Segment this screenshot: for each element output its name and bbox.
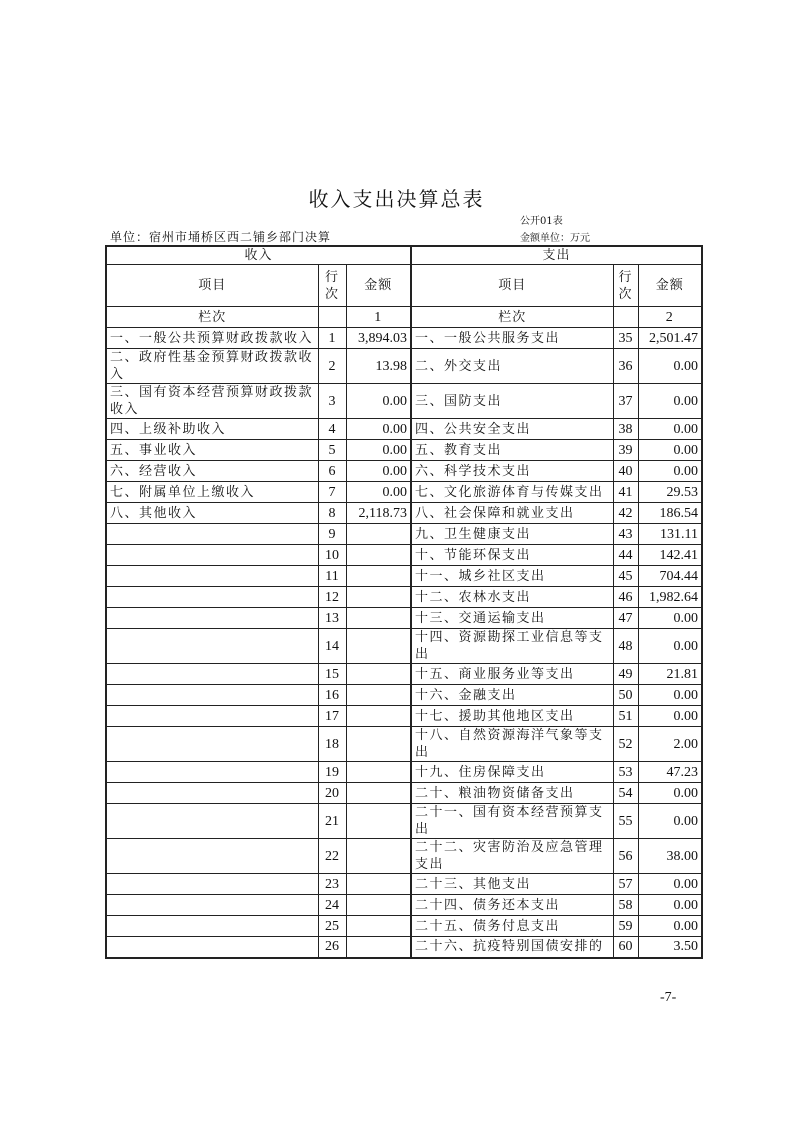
income-line: 3 [318, 384, 346, 419]
income-line: 14 [318, 629, 346, 664]
table-row [106, 895, 702, 916]
income-item: 一、一般公共预算财政拨款收入 [106, 328, 318, 349]
page-number: -7- [660, 990, 677, 1005]
table-row [106, 839, 702, 874]
expense-amount: 29.53 [638, 482, 702, 503]
expense-item: 十六、金融支出 [411, 685, 613, 706]
expense-col-number: 2 [638, 307, 702, 328]
table-row [106, 328, 702, 349]
table-row [106, 349, 702, 384]
expense-line: 48 [613, 629, 638, 664]
expense-amount: 0.00 [638, 804, 702, 839]
expense-amount: 131.11 [638, 524, 702, 545]
expense-amount: 0.00 [638, 419, 702, 440]
income-amount: 0.00 [346, 461, 411, 482]
income-item: 五、事业收入 [106, 440, 318, 461]
expense-item: 四、公共安全支出 [411, 419, 613, 440]
table-row [106, 587, 702, 608]
income-amount [346, 685, 411, 706]
income-item [106, 874, 318, 895]
expense-amount: 3.50 [638, 937, 702, 958]
table-row [106, 419, 702, 440]
income-item: 七、附属单位上缴收入 [106, 482, 318, 503]
expense-line: 41 [613, 482, 638, 503]
income-line: 20 [318, 783, 346, 804]
income-line: 4 [318, 419, 346, 440]
table-row [106, 461, 702, 482]
income-item [106, 706, 318, 727]
expense-amount: 47.23 [638, 762, 702, 783]
table-row [106, 664, 702, 685]
expense-amount: 1,982.64 [638, 587, 702, 608]
expense-line: 52 [613, 727, 638, 762]
form-number: 公开01表 [520, 216, 563, 227]
table-row [106, 874, 702, 895]
expense-amount: 704.44 [638, 566, 702, 587]
expense-line: 56 [613, 839, 638, 874]
income-line: 2 [318, 349, 346, 384]
income-item [106, 783, 318, 804]
expense-amount: 0.00 [638, 895, 702, 916]
income-item [106, 937, 318, 958]
empty-cell [613, 307, 638, 328]
table-row [106, 524, 702, 545]
expense-line: 50 [613, 685, 638, 706]
expense-line: 51 [613, 706, 638, 727]
expense-col-label: 栏次 [411, 307, 613, 328]
table-row [106, 804, 702, 839]
income-item [106, 664, 318, 685]
expense-amount: 0.00 [638, 384, 702, 419]
table-row [106, 566, 702, 587]
income-item [106, 727, 318, 762]
income-line: 26 [318, 937, 346, 958]
expense-line: 57 [613, 874, 638, 895]
income-item [106, 839, 318, 874]
expense-amount: 142.41 [638, 545, 702, 566]
expense-item: 七、文化旅游体育与传媒支出 [411, 482, 613, 503]
expense-item: 六、科学技术支出 [411, 461, 613, 482]
income-line: 23 [318, 874, 346, 895]
income-line: 12 [318, 587, 346, 608]
expense-line: 59 [613, 916, 638, 937]
income-line: 9 [318, 524, 346, 545]
income-line: 25 [318, 916, 346, 937]
income-amount [346, 524, 411, 545]
expense-item: 八、社会保障和就业支出 [411, 503, 613, 524]
expense-item: 二十、粮油物资储备支出 [411, 783, 613, 804]
expense-item: 十九、住房保障支出 [411, 762, 613, 783]
expense-amount: 0.00 [638, 916, 702, 937]
expense-item: 十五、商业服务业等支出 [411, 664, 613, 685]
expense-line: 39 [613, 440, 638, 461]
income-item [106, 545, 318, 566]
expense-item: 十四、资源勘探工业信息等支出 [411, 629, 613, 664]
expense-line: 36 [613, 349, 638, 384]
income-amount [346, 783, 411, 804]
income-item [106, 587, 318, 608]
income-amount: 0.00 [346, 440, 411, 461]
income-amount [346, 916, 411, 937]
income-amount [346, 762, 411, 783]
expense-amount: 0.00 [638, 685, 702, 706]
expense-item: 一、一般公共服务支出 [411, 328, 613, 349]
expense-line: 54 [613, 783, 638, 804]
table-row [106, 727, 702, 762]
expense-amount: 0.00 [638, 706, 702, 727]
income-line: 24 [318, 895, 346, 916]
income-line: 11 [318, 566, 346, 587]
expense-amount: 0.00 [638, 440, 702, 461]
expense-line: 47 [613, 608, 638, 629]
income-item: 四、上级补助收入 [106, 419, 318, 440]
expense-item: 二十四、债务还本支出 [411, 895, 613, 916]
income-amount: 0.00 [346, 384, 411, 419]
table-row [106, 384, 702, 419]
income-col-number: 1 [346, 307, 411, 328]
income-amount [346, 545, 411, 566]
expense-line: 46 [613, 587, 638, 608]
income-item [106, 916, 318, 937]
income-header: 收入 [106, 246, 411, 265]
income-amount [346, 937, 411, 958]
expense-header: 支出 [411, 246, 702, 265]
expense-line: 55 [613, 804, 638, 839]
income-item: 八、其他收入 [106, 503, 318, 524]
expense-item: 二、外交支出 [411, 349, 613, 384]
income-item [106, 804, 318, 839]
expense-item: 十一、城乡社区支出 [411, 566, 613, 587]
expense-line: 35 [613, 328, 638, 349]
expense-amount: 0.00 [638, 608, 702, 629]
expense-amount: 2.00 [638, 727, 702, 762]
income-item [106, 895, 318, 916]
table-row [106, 937, 702, 958]
income-amount [346, 874, 411, 895]
expense-item: 三、国防支出 [411, 384, 613, 419]
expense-item: 二十五、债务付息支出 [411, 916, 613, 937]
income-col-label: 栏次 [106, 307, 318, 328]
expense-item: 十三、交通运输支出 [411, 608, 613, 629]
expense-line: 49 [613, 664, 638, 685]
income-amount [346, 587, 411, 608]
income-amount: 2,118.73 [346, 503, 411, 524]
expense-amount: 0.00 [638, 874, 702, 895]
income-item [106, 685, 318, 706]
expense-line: 44 [613, 545, 638, 566]
income-expense-table [105, 245, 703, 959]
income-line: 15 [318, 664, 346, 685]
table-row [106, 545, 702, 566]
expense-line: 58 [613, 895, 638, 916]
expense-amount: 0.00 [638, 783, 702, 804]
table-row [106, 608, 702, 629]
table-row [106, 685, 702, 706]
empty-cell [318, 307, 346, 328]
expense-item: 二十六、抗疫特别国债安排的 [411, 937, 613, 958]
income-amount [346, 839, 411, 874]
income-line: 7 [318, 482, 346, 503]
expense-amount: 0.00 [638, 349, 702, 384]
income-amount: 0.00 [346, 419, 411, 440]
income-amount [346, 664, 411, 685]
expense-item: 五、教育支出 [411, 440, 613, 461]
income-amount: 13.98 [346, 349, 411, 384]
expense-line: 43 [613, 524, 638, 545]
expense-line: 40 [613, 461, 638, 482]
income-line: 21 [318, 804, 346, 839]
income-line: 5 [318, 440, 346, 461]
expense-item: 十二、农林水支出 [411, 587, 613, 608]
income-amount [346, 566, 411, 587]
income-line: 18 [318, 727, 346, 762]
expense-item: 二十一、国有资本经营预算支出 [411, 804, 613, 839]
income-line: 16 [318, 685, 346, 706]
income-amount [346, 804, 411, 839]
income-amount [346, 895, 411, 916]
unit-label: 单位：宿州市埇桥区西二铺乡部门决算 [110, 230, 332, 244]
expense-line-header: 行次 [613, 265, 638, 307]
income-amount: 0.00 [346, 482, 411, 503]
expense-amount: 2,501.47 [638, 328, 702, 349]
table-row [106, 503, 702, 524]
income-amount [346, 706, 411, 727]
income-line: 10 [318, 545, 346, 566]
table-row [106, 783, 702, 804]
income-line: 17 [318, 706, 346, 727]
page-title: 收入支出决算总表 [308, 187, 485, 211]
expense-item: 二十二、灾害防治及应急管理支出 [411, 839, 613, 874]
expense-amount: 21.81 [638, 664, 702, 685]
income-item [106, 608, 318, 629]
expense-item: 十、节能环保支出 [411, 545, 613, 566]
income-item [106, 762, 318, 783]
income-item [106, 566, 318, 587]
income-item [106, 524, 318, 545]
expense-item: 十七、援助其他地区支出 [411, 706, 613, 727]
expense-amount: 0.00 [638, 629, 702, 664]
income-item: 二、政府性基金预算财政拨款收入 [106, 349, 318, 384]
table-row [106, 762, 702, 783]
expense-line: 53 [613, 762, 638, 783]
expense-line: 37 [613, 384, 638, 419]
expense-item: 九、卫生健康支出 [411, 524, 613, 545]
table-row [106, 706, 702, 727]
income-amount [346, 629, 411, 664]
income-line: 13 [318, 608, 346, 629]
income-line: 6 [318, 461, 346, 482]
income-amount: 3,894.03 [346, 328, 411, 349]
expense-amount: 186.54 [638, 503, 702, 524]
table-row [106, 482, 702, 503]
expense-item-header: 项目 [411, 265, 613, 307]
income-amount-header: 金额 [346, 265, 411, 307]
expense-item: 十八、自然资源海洋气象等支出 [411, 727, 613, 762]
income-line-header: 行次 [318, 265, 346, 307]
expense-amount-header: 金额 [638, 265, 702, 307]
expense-item: 二十三、其他支出 [411, 874, 613, 895]
table-row [106, 629, 702, 664]
money-unit-label: 金额单位：万元 [520, 233, 590, 244]
expense-line: 38 [613, 419, 638, 440]
expense-amount: 38.00 [638, 839, 702, 874]
expense-line: 42 [613, 503, 638, 524]
income-line: 8 [318, 503, 346, 524]
income-line: 1 [318, 328, 346, 349]
expense-line: 60 [613, 937, 638, 958]
income-item: 三、国有资本经营预算财政拨款收入 [106, 384, 318, 419]
income-amount [346, 608, 411, 629]
income-item [106, 629, 318, 664]
income-item-header: 项目 [106, 265, 318, 307]
income-item: 六、经营收入 [106, 461, 318, 482]
expense-amount: 0.00 [638, 461, 702, 482]
table-row [106, 440, 702, 461]
income-line: 22 [318, 839, 346, 874]
income-line: 19 [318, 762, 346, 783]
table-row [106, 916, 702, 937]
income-amount [346, 727, 411, 762]
expense-line: 45 [613, 566, 638, 587]
